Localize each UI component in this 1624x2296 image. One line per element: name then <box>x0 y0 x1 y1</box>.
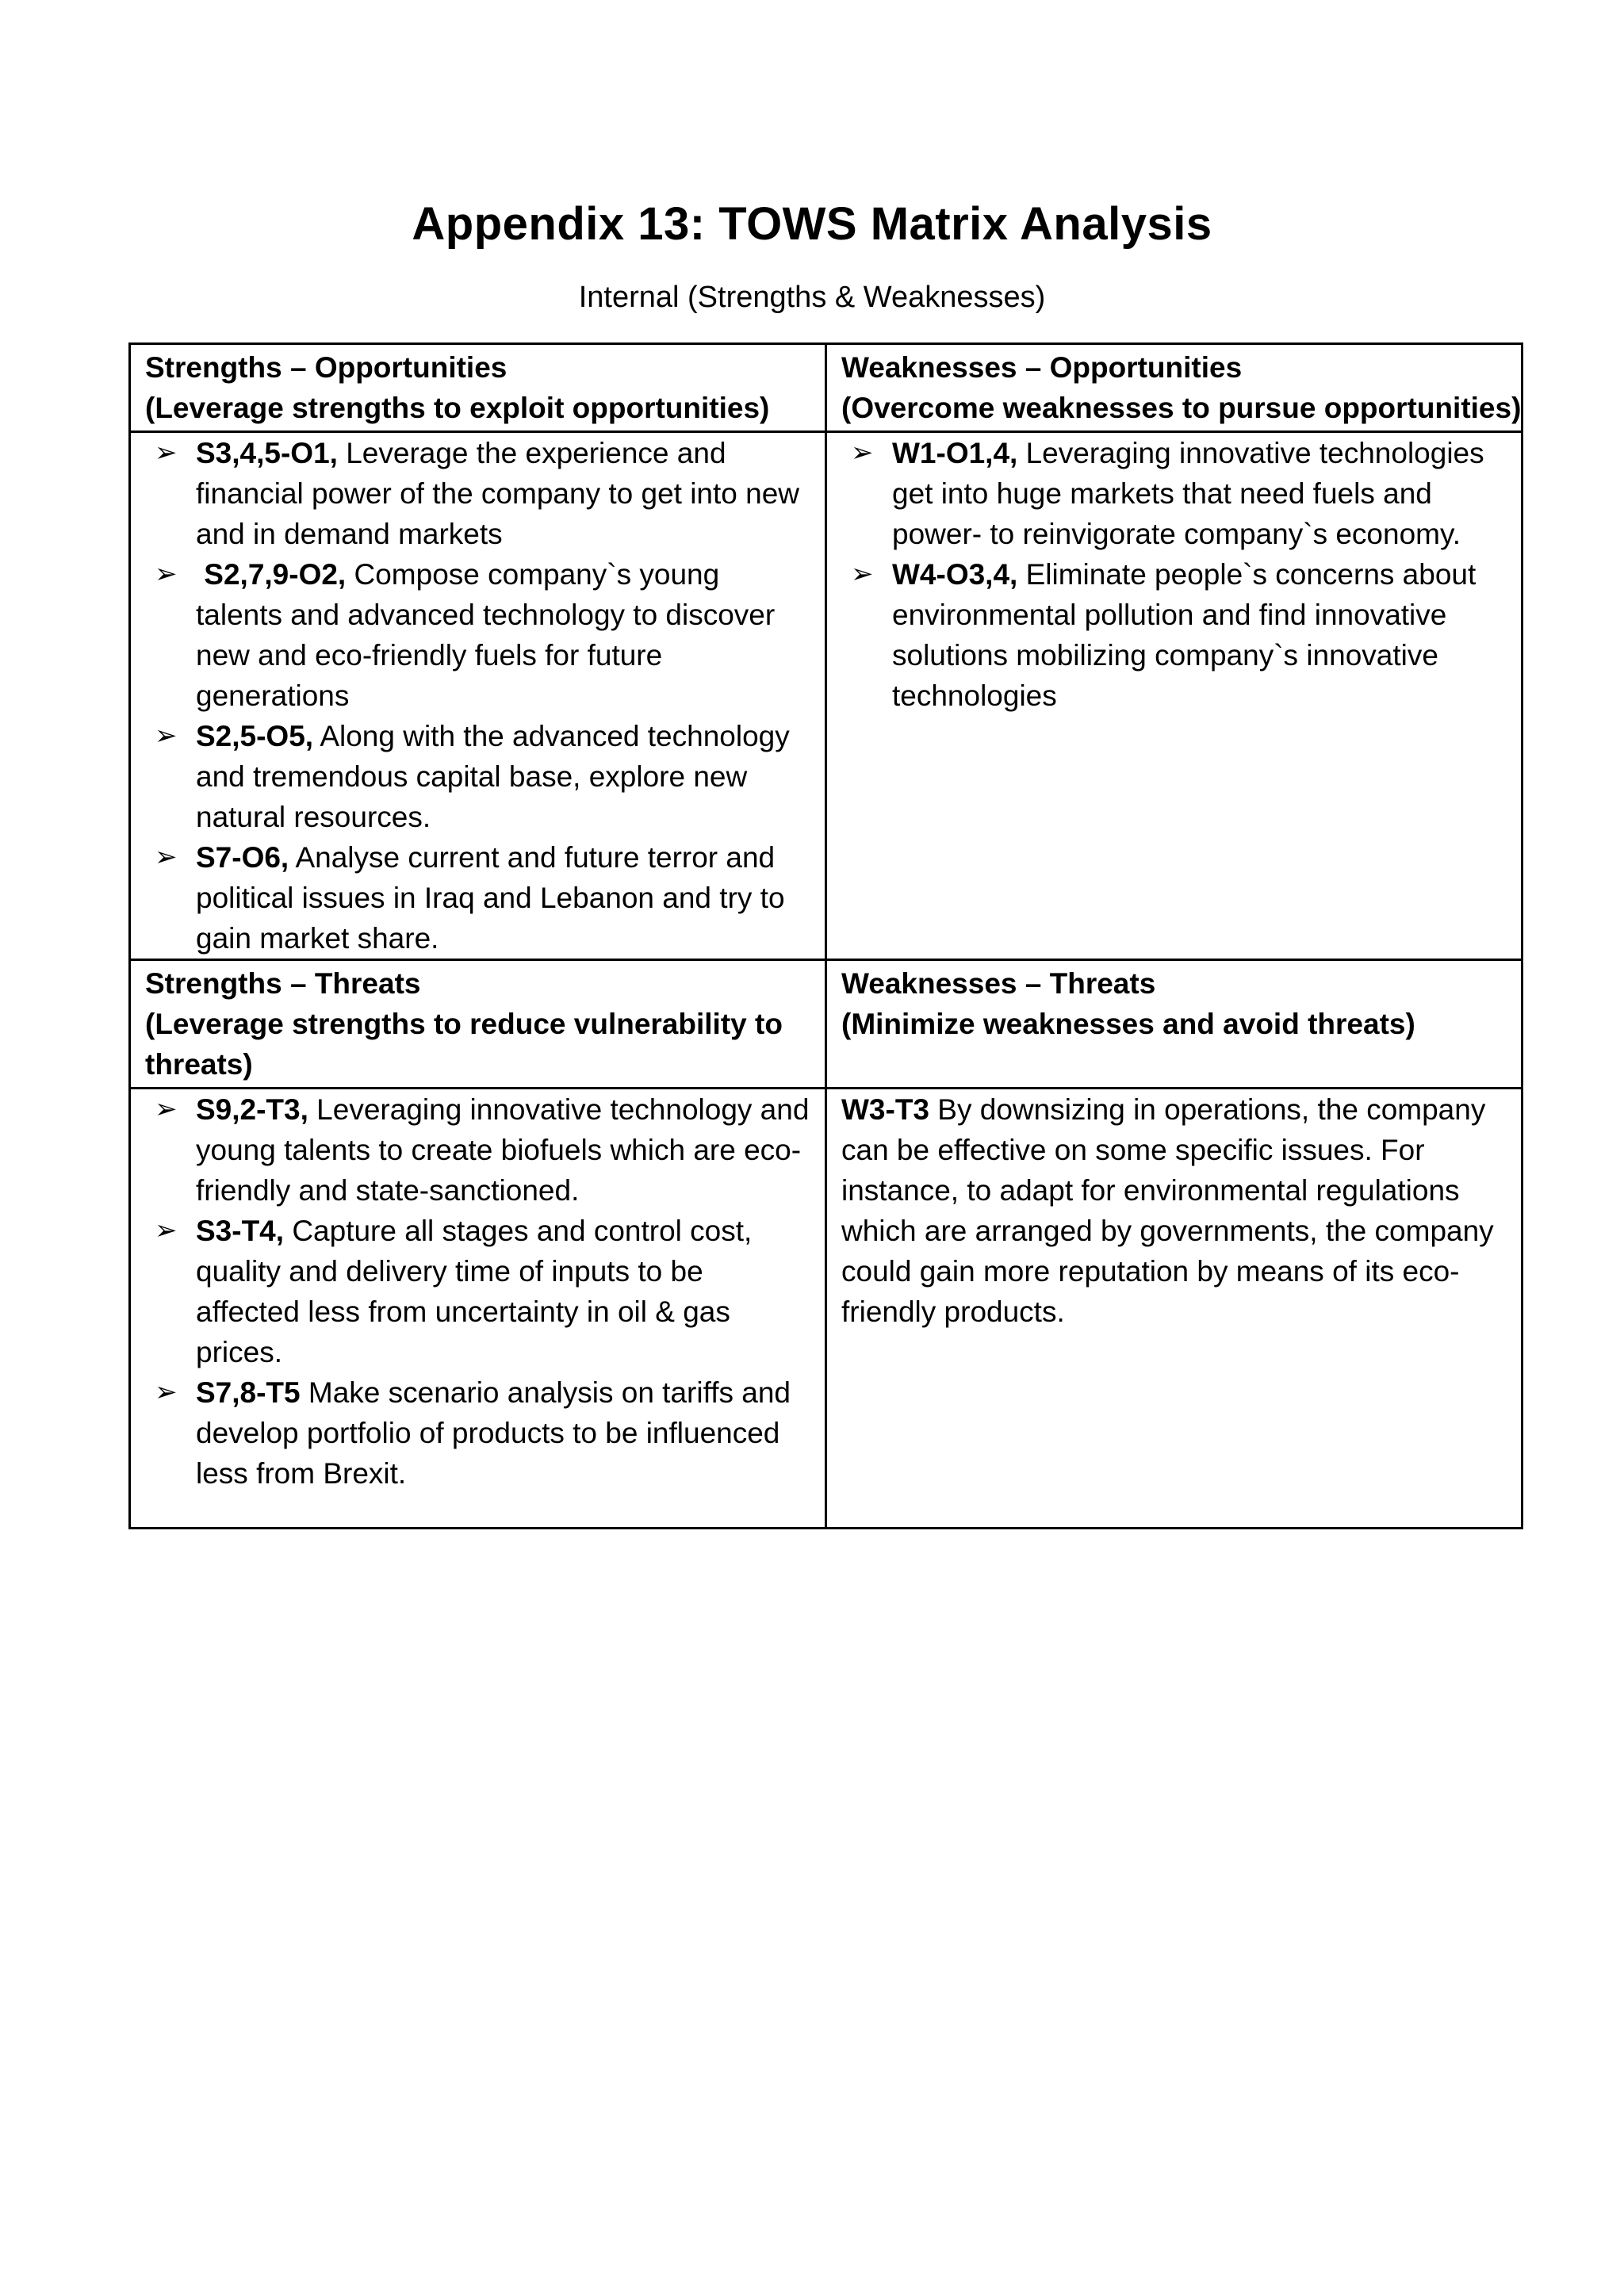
so-header-subtitle: (Leverage strengths to exploit opportunities) <box>145 392 770 424</box>
item-code: W3-T3 <box>841 1093 929 1126</box>
page-title: Appendix 13: TOWS Matrix Analysis <box>412 198 1212 250</box>
table-row-header-threats <box>130 960 1522 1089</box>
item-code: S3,4,5-O1, <box>196 437 338 469</box>
wo-header-title: Weaknesses – Opportunities <box>841 351 1243 384</box>
table-row-header-opportunities <box>130 344 1522 432</box>
st-header-subtitle: (Leverage strengths to reduce vulnerability to threats) <box>145 1008 783 1081</box>
tows-matrix-table <box>128 342 1523 1529</box>
arrowhead-bullet-icon: ➢ <box>155 559 178 589</box>
list-item <box>145 433 812 554</box>
list-item <box>145 554 812 716</box>
arrowhead-bullet-icon: ➢ <box>851 438 874 468</box>
so-header-title: Strengths – Opportunities <box>145 351 508 384</box>
item-text: Eliminate people`s concerns about environmental pollution and find innovative solutions mobilizing company`s innovative technologies <box>892 558 1477 712</box>
arrowhead-bullet-icon: ➢ <box>155 1215 178 1246</box>
item-code: S2,7,9-O2, <box>204 558 347 591</box>
list-item <box>145 837 812 959</box>
arrowhead-bullet-icon: ➢ <box>155 721 178 751</box>
item-text: Analyse current and future terror and political issues in Iraq and Lebanon and try to gain market share. <box>196 841 785 955</box>
so-header-cell <box>130 344 826 432</box>
list-item <box>145 716 812 837</box>
item-text: Leveraging innovative technologies get into huge markets that need fuels and power- to reinvigorate company`s economy. <box>892 437 1484 550</box>
st-header-title: Strengths – Threats <box>145 967 421 1000</box>
so-body-cell <box>130 432 826 960</box>
item-code: S2,5-O5, <box>196 720 314 752</box>
page-subtitle: Internal (Strengths & Weaknesses) <box>578 281 1046 314</box>
item-code: W1-O1,4, <box>892 437 1018 469</box>
item-code: S3-T4, <box>196 1215 285 1247</box>
item-text: Along with the advanced technology and tremendous capital base, explore new natural resources. <box>196 720 790 833</box>
list-item <box>145 1211 812 1372</box>
list-item <box>841 433 1508 554</box>
st-body-cell <box>130 1089 826 1529</box>
wo-body-cell <box>826 432 1522 960</box>
wt-paragraph <box>841 1089 1508 1332</box>
wo-header-subtitle: (Overcome weaknesses to pursue opportunities) <box>841 392 1522 424</box>
item-text: Make scenario analysis on tariffs and develop portfolio of products to be influenced less from Brexit. <box>196 1376 791 1490</box>
arrowhead-bullet-icon: ➢ <box>155 1377 178 1407</box>
item-code: S9,2-T3, <box>196 1093 308 1126</box>
item-text: Capture all stages and control cost, quality and delivery time of inputs to be affected less from uncertainty in oil & gas prices. <box>196 1215 753 1368</box>
item-code: W4-O3,4, <box>892 558 1018 591</box>
arrowhead-bullet-icon: ➢ <box>155 438 178 468</box>
wt-header-subtitle: (Minimize weaknesses and avoid threats) <box>841 1008 1415 1040</box>
item-code: S7-O6, <box>196 841 289 874</box>
list-item <box>145 1372 812 1494</box>
wt-header-cell <box>826 960 1522 1089</box>
st-header-cell <box>130 960 826 1089</box>
item-text: Leverage the experience and financial power of the company to get into new and in demand markets <box>196 437 800 550</box>
item-code: S7,8-T5 <box>196 1376 301 1409</box>
item-text: Compose company`s young talents and advanced technology to discover new and eco-friendly fuels for future generations <box>196 558 776 712</box>
list-item <box>841 554 1508 716</box>
item-text: By downsizing in operations, the company can be effective on some specific issues. For instance, to adapt for environmental regulations which are arranged by governments, the company could gain more reputation by means of its eco-friendly products. <box>841 1093 1494 1328</box>
list-item <box>145 1089 812 1211</box>
table-row-body-opportunities <box>130 432 1522 960</box>
item-text: Leveraging innovative technology and young talents to create biofuels which are eco-friendly and state-sanctioned. <box>196 1093 810 1207</box>
arrowhead-bullet-icon: ➢ <box>155 842 178 872</box>
wt-body-cell <box>826 1089 1522 1529</box>
arrowhead-bullet-icon: ➢ <box>155 1094 178 1124</box>
arrowhead-bullet-icon: ➢ <box>851 559 874 589</box>
wt-header-title: Weaknesses – Threats <box>841 967 1156 1000</box>
table-row-body-threats <box>130 1089 1522 1529</box>
wo-header-cell <box>826 344 1522 432</box>
